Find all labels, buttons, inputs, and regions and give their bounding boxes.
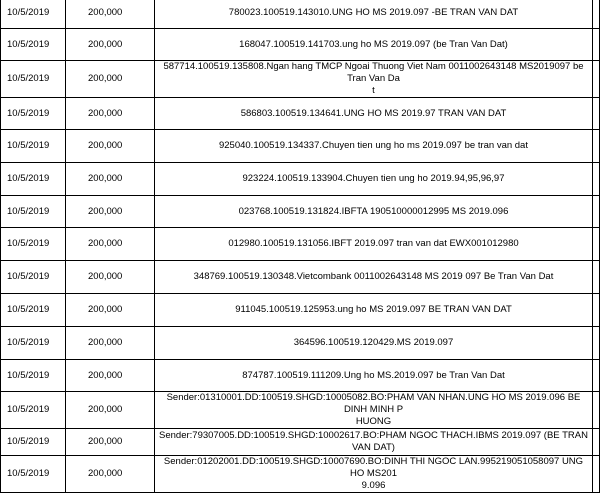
- table-edge-cell: [593, 456, 600, 493]
- amount-cell: 200,000: [66, 360, 155, 392]
- description-cell: 780023.100519.143010.UNG HO MS 2019.097 -BE TRAN VAN DAT: [155, 0, 593, 29]
- amount-cell: 200,000: [66, 392, 155, 429]
- date-cell: 10/5/2019: [1, 61, 66, 98]
- amount-cell: 200,000: [66, 163, 155, 196]
- table-row: [1, 360, 600, 392]
- description-cell: 923224.100519.133904.Chuyen tien ung ho 2019.94,95,96,97: [155, 163, 593, 196]
- table-row: [1, 429, 600, 456]
- table-edge-cell: [593, 196, 600, 228]
- date-cell: 10/5/2019: [1, 130, 66, 163]
- table-row: [1, 261, 600, 294]
- table-edge-cell: [593, 0, 600, 29]
- amount-cell: 200,000: [66, 429, 155, 456]
- description-cell: 023768.100519.131824.IBFTA 190510000012995 MS 2019.096: [155, 196, 593, 228]
- date-cell: 10/5/2019: [1, 228, 66, 261]
- description-cell: 925040.100519.134337.Chuyen tien ung ho ms 2019.097 be tran van dat: [155, 130, 593, 163]
- description-cell: Sender:01310001.DD:100519.SHGD:10005082.BO:PHAM VAN NHAN.UNG HO MS 2019.096 BE DINH MINH P HUONG: [155, 392, 593, 429]
- table-edge-cell: [593, 360, 600, 392]
- table-row: [1, 392, 600, 429]
- amount-cell: 200,000: [66, 456, 155, 493]
- table-edge-cell: [593, 163, 600, 196]
- table-edge-cell: [593, 261, 600, 294]
- description-cell: 012980.100519.131056.IBFT 2019.097 tran van dat EWX001012980: [155, 228, 593, 261]
- table-row: [1, 163, 600, 196]
- date-cell: 10/5/2019: [1, 261, 66, 294]
- amount-cell: 200,000: [66, 261, 155, 294]
- table-edge-cell: [593, 294, 600, 327]
- amount-cell: 200,000: [66, 61, 155, 98]
- description-cell: 874787.100519.111209.Ung ho MS.2019.097 be Tran Van Dat: [155, 360, 593, 392]
- description-cell: 911045.100519.125953.ung ho MS 2019.097 BE TRAN VAN DAT: [155, 294, 593, 327]
- date-cell: 10/5/2019: [1, 429, 66, 456]
- description-cell: 586803.100519.134641.UNG HO MS 2019.97 TRAN VAN DAT: [155, 98, 593, 130]
- table-row: [1, 29, 600, 61]
- date-cell: 10/5/2019: [1, 163, 66, 196]
- table-row: [1, 456, 600, 493]
- amount-cell: 200,000: [66, 327, 155, 360]
- amount-cell: 200,000: [66, 228, 155, 261]
- description-cell: 587714.100519.135808.Ngan hang TMCP Ngoai Thuong Viet Nam 0011002643148 MS2019097 be Tran Van Da t: [155, 61, 593, 98]
- amount-cell: 200,000: [66, 294, 155, 327]
- date-cell: 10/5/2019: [1, 0, 66, 29]
- description-cell: 348769.100519.130348.Vietcombank 0011002643148 MS 2019 097 Be Tran Van Dat: [155, 261, 593, 294]
- table-edge-cell: [593, 98, 600, 130]
- table-edge-cell: [593, 392, 600, 429]
- table-row: [1, 196, 600, 228]
- date-cell: 10/5/2019: [1, 98, 66, 130]
- table-row: [1, 98, 600, 130]
- table-row: [1, 228, 600, 261]
- table-row: [1, 327, 600, 360]
- date-cell: 10/5/2019: [1, 327, 66, 360]
- amount-cell: 200,000: [66, 29, 155, 61]
- table-row: [1, 130, 600, 163]
- date-cell: 10/5/2019: [1, 29, 66, 61]
- table-edge-cell: [593, 130, 600, 163]
- date-cell: 10/5/2019: [1, 294, 66, 327]
- description-cell: Sender:01202001.DD:100519.SHGD:10007690.BO:DINH THI NGOC LAN.995219051058097 UNG HO MS201 9.096: [155, 456, 593, 493]
- table-edge-cell: [593, 327, 600, 360]
- date-cell: 10/5/2019: [1, 360, 66, 392]
- table-edge-cell: [593, 61, 600, 98]
- date-cell: 10/5/2019: [1, 392, 66, 429]
- amount-cell: 200,000: [66, 98, 155, 130]
- table-row: [1, 61, 600, 98]
- amount-cell: 200,000: [66, 0, 155, 29]
- table-row: [1, 294, 600, 327]
- description-cell: 168047.100519.141703.ung ho MS 2019.097 (be Tran Van Dat): [155, 29, 593, 61]
- description-cell: Sender:79307005.DD:100519.SHGD:10002617.BO:PHAM NGOC THACH.IBMS 2019.097 (BE TRAN VAN DAT): [155, 429, 593, 456]
- amount-cell: 200,000: [66, 196, 155, 228]
- date-cell: 10/5/2019: [1, 456, 66, 493]
- table-edge-cell: [593, 228, 600, 261]
- transactions-table-body: [1, 0, 600, 493]
- date-cell: 10/5/2019: [1, 196, 66, 228]
- description-cell: 364596.100519.120429.MS 2019.097: [155, 327, 593, 360]
- amount-cell: 200,000: [66, 130, 155, 163]
- table-row: [1, 0, 600, 29]
- table-edge-cell: [593, 29, 600, 61]
- table-edge-cell: [593, 429, 600, 456]
